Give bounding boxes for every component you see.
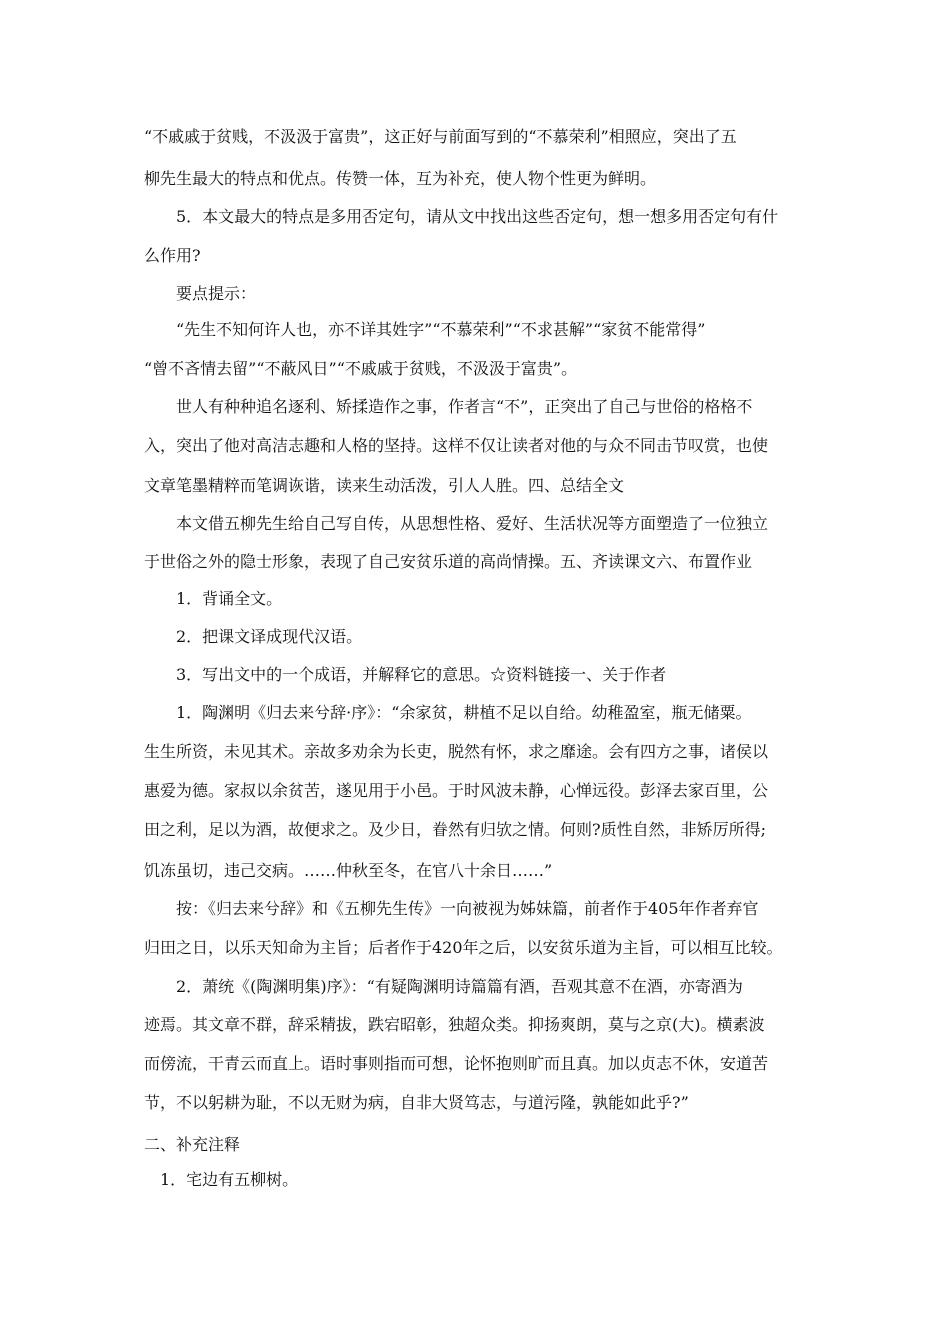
text-line: “不戚戚于贫贱，不汲汲于富贵”，这正好与前面写到的“不慕荣利”相照应，突出了五 xyxy=(144,127,737,146)
text-line: “曾不吝情去留”“不蔽风日”“不戚戚于贫贱，不汲汲于富贵”。 xyxy=(144,359,578,378)
text-line: 5．本文最大的特点是多用否定句，请从文中找出这些否定句，想一想多用否定句有什 xyxy=(176,207,779,226)
text-line: 而傍流，干青云而直上。语时事则指而可想，论怀抱则旷而且真。加以贞志不休，安道苦 xyxy=(144,1054,769,1073)
text-line: 1．背诵全文。 xyxy=(176,589,283,608)
text-line: 田之利，足以为酒，故便求之。及少日，眷然有归欤之情。何则?质性自然，非矫厉所得; xyxy=(144,820,766,839)
text-line: 生生所资，未见其术。亲故多劝余为长吏，脱然有怀，求之靡途。会有四方之事，诸侯以 xyxy=(144,742,769,761)
text-line: 1．宅边有五柳树。 xyxy=(160,1170,299,1189)
text-line: 节，不以躬耕为耻，不以无财为病，自非大贤笃志，与道污隆，孰能如此乎?” xyxy=(144,1093,689,1112)
text-line: 文章笔墨精粹而笔调诙谐，读来生动活泼，引人人胜。四、总结全文 xyxy=(144,476,625,495)
text-line: 按：《归去来兮辞》和《五柳先生传》一向被视为姊妹篇，前者作于405年作者弃官 xyxy=(176,899,759,918)
text-line: 归田之日，以乐天知命为主旨；后者作于420年之后，以安贫乐道为主旨，可以相互比较。 xyxy=(144,938,783,957)
text-line: 饥冻虽切，违己交病。……仲秋至冬，在官八十余日……” xyxy=(144,861,553,880)
text-line: 柳先生最大的特点和优点。传赞一体，互为补充，使人物个性更为鲜明。 xyxy=(144,169,657,188)
section-heading: 二、补充注释 xyxy=(144,1135,241,1154)
text-line: 世人有种种追名逐利、矫揉造作之事，作者言“不”，正突出了自己与世俗的格格不 xyxy=(176,397,753,416)
text-line: 3．写出文中的一个成语，并解释它的意思。☆资料链接一、关于作者 xyxy=(176,665,667,684)
text-line: 惠爱为德。家叔以余贫苦，遂见用于小邑。于时风波未静，心惮远役。彭泽去家百里，公 xyxy=(144,781,769,800)
text-line: 入，突出了他对高洁志趣和人格的坚持。这样不仅让读者对他的与众不同击节叹赏，也使 xyxy=(144,436,769,455)
text-line: 本文借五柳先生给自己写自传，从思想性格、爱好、生活状况等方面塑造了一位独立 xyxy=(176,514,769,533)
text-line: “先生不知何许人也，亦不详其姓字”“不慕荣利”“不求甚解”“家贫不能常得” xyxy=(176,320,706,339)
text-line: 2．把课文译成现代汉语。 xyxy=(176,627,363,646)
text-line: 于世俗之外的隐士形象，表现了自己安贫乐道的高尚情操。五、齐读课文六、布置作业 xyxy=(144,552,753,571)
text-line: 2．萧统《(陶渊明集)序》：“有疑陶渊明诗篇篇有酒，吾观其意不在酒，亦寄酒为 xyxy=(176,977,743,996)
text-line: 要点提示： xyxy=(176,284,257,303)
text-line: 迹焉。其文章不群，辞采精拔，跌宕昭彰，独超众类。抑扬爽朗，莫与之京(大)。横素波 xyxy=(144,1015,765,1034)
text-line: 么作用? xyxy=(144,246,201,265)
text-line: 1．陶渊明《归去来兮辞·序》：“余家贫，耕植不足以自给。幼稚盈室，瓶无储粟。 xyxy=(176,703,752,722)
